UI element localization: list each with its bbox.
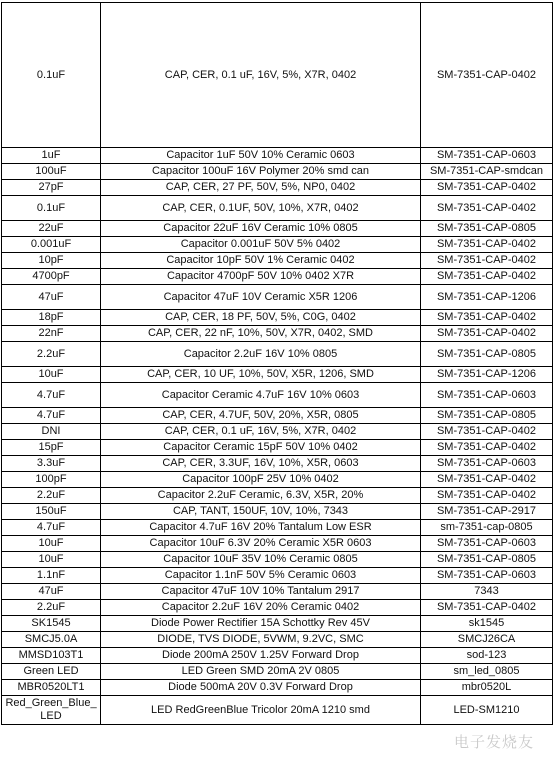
component-description-cell: LED Green SMD 20mA 2V 0805 (101, 664, 421, 680)
footprint-part-cell: SM-7351-CAP-0402 (421, 196, 553, 221)
footprint-part-cell: sm-7351-cap-0805 (421, 520, 553, 536)
component-description-cell: Capacitor 0.001uF 50V 5% 0402 (101, 237, 421, 253)
component-description-cell: Capacitor Ceramic 15pF 50V 10% 0402 (101, 440, 421, 456)
bom-table (1, 2, 553, 725)
table-row (2, 568, 553, 584)
component-value-cell: 0.1uF (2, 3, 101, 148)
table-row (2, 383, 553, 408)
footprint-part-cell: SM-7351-CAP-0402 (421, 440, 553, 456)
footprint-part-cell: SM-7351-CAP-0402 (421, 180, 553, 196)
table-row (2, 237, 553, 253)
table-row (2, 269, 553, 285)
component-value-cell: 0.1uF (2, 196, 101, 221)
component-value-cell: 22nF (2, 326, 101, 342)
component-value-cell: SMCJ5.0A (2, 632, 101, 648)
component-value-cell: 1.1nF (2, 568, 101, 584)
table-row (2, 408, 553, 424)
table-row (2, 632, 553, 648)
table-row (2, 285, 553, 310)
component-description-cell: LED RedGreenBlue Tricolor 20mA 1210 smd (101, 696, 421, 725)
component-description-cell: Capacitor 4.7uF 16V 20% Tantalum Low ESR (101, 520, 421, 536)
component-description-cell: CAP, CER, 3.3UF, 16V, 10%, X5R, 0603 (101, 456, 421, 472)
component-description-cell: Capacitor 10uF 6.3V 20% Ceramic X5R 0603 (101, 536, 421, 552)
component-description-cell: Capacitor 10pF 50V 1% Ceramic 0402 (101, 253, 421, 269)
table-row (2, 648, 553, 664)
footprint-part-cell: SM-7351-CAP-0402 (421, 326, 553, 342)
component-value-cell: 4.7uF (2, 383, 101, 408)
footprint-part-cell: SM-7351-CAP-0402 (421, 269, 553, 285)
table-row (2, 3, 553, 148)
component-description-cell: Capacitor 1uF 50V 10% Ceramic 0603 (101, 148, 421, 164)
footprint-part-cell: SM-7351-CAP-0402 (421, 310, 553, 326)
table-row (2, 326, 553, 342)
component-value-cell: 10uF (2, 367, 101, 383)
component-description-cell: CAP, CER, 0.1UF, 50V, 10%, X7R, 0402 (101, 196, 421, 221)
footprint-part-cell: SM-7351-CAP-0805 (421, 408, 553, 424)
footprint-part-cell: SM-7351-CAP-0402 (421, 600, 553, 616)
component-value-cell: 18pF (2, 310, 101, 326)
component-description-cell: Capacitor 10uF 35V 10% Ceramic 0805 (101, 552, 421, 568)
component-value-cell: 27pF (2, 180, 101, 196)
footprint-part-cell: sm_led_0805 (421, 664, 553, 680)
footprint-part-cell: SM-7351-CAP-0805 (421, 221, 553, 237)
component-description-cell: CAP, CER, 4.7UF, 50V, 20%, X5R, 0805 (101, 408, 421, 424)
footprint-part-cell: SM-7351-CAP-0603 (421, 383, 553, 408)
component-description-cell: Diode Power Rectifier 15A Schottky Rev 45V (101, 616, 421, 632)
footprint-part-cell: SM-7351-CAP-0402 (421, 253, 553, 269)
footprint-part-cell: SM-7351-CAP-0402 (421, 3, 553, 148)
footprint-part-cell: mbr0520L (421, 680, 553, 696)
footprint-part-cell: SM-7351-CAP-0402 (421, 424, 553, 440)
component-value-cell: 2.2uF (2, 342, 101, 367)
component-value-cell: 4700pF (2, 269, 101, 285)
component-value-cell: 1uF (2, 148, 101, 164)
component-description-cell: CAP, CER, 0.1 uF, 16V, 5%, X7R, 0402 (101, 3, 421, 148)
component-description-cell: CAP, CER, 22 nF, 10%, 50V, X7R, 0402, SMD (101, 326, 421, 342)
footprint-part-cell: SM-7351-CAP-0603 (421, 456, 553, 472)
table-row (2, 472, 553, 488)
table-row (2, 696, 553, 725)
footprint-part-cell: SM-7351-CAP-1206 (421, 367, 553, 383)
component-value-cell: 100uF (2, 164, 101, 180)
component-description-cell: Capacitor 47uF 10V Ceramic X5R 1206 (101, 285, 421, 310)
footprint-part-cell: SM-7351-CAP-0805 (421, 552, 553, 568)
component-value-cell: MMSD103T1 (2, 648, 101, 664)
footprint-part-cell: LED-SM1210 (421, 696, 553, 725)
footprint-part-cell: SM-7351-CAP-smdcan (421, 164, 553, 180)
table-row (2, 664, 553, 680)
footprint-part-cell: SM-7351-CAP-0402 (421, 237, 553, 253)
component-value-cell: 22uF (2, 221, 101, 237)
component-description-cell: Capacitor 100pF 25V 10% 0402 (101, 472, 421, 488)
table-row (2, 456, 553, 472)
component-value-cell: 2.2uF (2, 488, 101, 504)
component-value-cell: 4.7uF (2, 520, 101, 536)
component-description-cell: DIODE, TVS DIODE, 5VWM, 9.2VC, SMC (101, 632, 421, 648)
footprint-part-cell: SM-7351-CAP-0603 (421, 148, 553, 164)
table-row (2, 253, 553, 269)
component-description-cell: Capacitor 100uF 16V Polymer 20% smd can (101, 164, 421, 180)
component-description-cell: Capacitor 4700pF 50V 10% 0402 X7R (101, 269, 421, 285)
table-row (2, 148, 553, 164)
table-row (2, 310, 553, 326)
footprint-part-cell: sod-123 (421, 648, 553, 664)
footprint-part-cell: SM-7351-CAP-0603 (421, 536, 553, 552)
component-value-cell: 100pF (2, 472, 101, 488)
footprint-part-cell: sk1545 (421, 616, 553, 632)
footprint-part-cell: SM-7351-CAP-0603 (421, 568, 553, 584)
component-value-cell: 0.001uF (2, 237, 101, 253)
component-value-cell: 10pF (2, 253, 101, 269)
table-row (2, 584, 553, 600)
component-value-cell: 47uF (2, 584, 101, 600)
component-description-cell: Capacitor 22uF 16V Ceramic 10% 0805 (101, 221, 421, 237)
table-row (2, 600, 553, 616)
table-row (2, 164, 553, 180)
component-value-cell: 10uF (2, 536, 101, 552)
bom-table-body (2, 3, 553, 725)
component-value-cell: Red_Green_Blue_LED (2, 696, 101, 725)
component-description-cell: Diode 200mA 250V 1.25V Forward Drop (101, 648, 421, 664)
footprint-part-cell: SM-7351-CAP-0805 (421, 342, 553, 367)
table-row (2, 616, 553, 632)
table-row (2, 342, 553, 367)
table-row (2, 504, 553, 520)
watermark-logo: 电子发烧友 (453, 733, 534, 751)
component-value-cell: Green LED (2, 664, 101, 680)
component-description-cell: CAP, CER, 18 PF, 50V, 5%, C0G, 0402 (101, 310, 421, 326)
footprint-part-cell: SM-7351-CAP-0402 (421, 488, 553, 504)
footprint-part-cell: 7343 (421, 584, 553, 600)
component-value-cell: 10uF (2, 552, 101, 568)
component-description-cell: Capacitor 2.2uF 16V 10% 0805 (101, 342, 421, 367)
component-description-cell: Capacitor 1.1nF 50V 5% Ceramic 0603 (101, 568, 421, 584)
component-value-cell: DNI (2, 424, 101, 440)
component-description-cell: Capacitor Ceramic 4.7uF 16V 10% 0603 (101, 383, 421, 408)
component-value-cell: 4.7uF (2, 408, 101, 424)
component-value-cell: 2.2uF (2, 600, 101, 616)
component-value-cell: 3.3uF (2, 456, 101, 472)
component-value-cell: SK1545 (2, 616, 101, 632)
footprint-part-cell: SM-7351-CAP-1206 (421, 285, 553, 310)
table-row (2, 520, 553, 536)
table-row (2, 196, 553, 221)
table-row (2, 536, 553, 552)
table-row (2, 552, 553, 568)
component-description-cell: Capacitor 47uF 10V 10% Tantalum 2917 (101, 584, 421, 600)
component-description-cell: CAP, CER, 27 PF, 50V, 5%, NP0, 0402 (101, 180, 421, 196)
component-description-cell: Capacitor 2.2uF 16V 20% Ceramic 0402 (101, 600, 421, 616)
component-description-cell: Capacitor 2.2uF Ceramic, 6.3V, X5R, 20% (101, 488, 421, 504)
component-description-cell: CAP, TANT, 150UF, 10V, 10%, 7343 (101, 504, 421, 520)
component-description-cell: Diode 500mA 20V 0.3V Forward Drop (101, 680, 421, 696)
footprint-part-cell: SM-7351-CAP-0402 (421, 472, 553, 488)
component-value-cell: 15pF (2, 440, 101, 456)
component-description-cell: CAP, CER, 0.1 uF, 16V, 5%, X7R, 0402 (101, 424, 421, 440)
table-row (2, 424, 553, 440)
table-row (2, 180, 553, 196)
component-value-cell: MBR0520LT1 (2, 680, 101, 696)
table-row (2, 221, 553, 237)
table-row (2, 680, 553, 696)
component-value-cell: 47uF (2, 285, 101, 310)
component-value-cell: 150uF (2, 504, 101, 520)
table-row (2, 440, 553, 456)
footprint-part-cell: SMCJ26CA (421, 632, 553, 648)
table-row (2, 367, 553, 383)
component-description-cell: CAP, CER, 10 UF, 10%, 50V, X5R, 1206, SMD (101, 367, 421, 383)
footprint-part-cell: SM-7351-CAP-2917 (421, 504, 553, 520)
table-row (2, 488, 553, 504)
